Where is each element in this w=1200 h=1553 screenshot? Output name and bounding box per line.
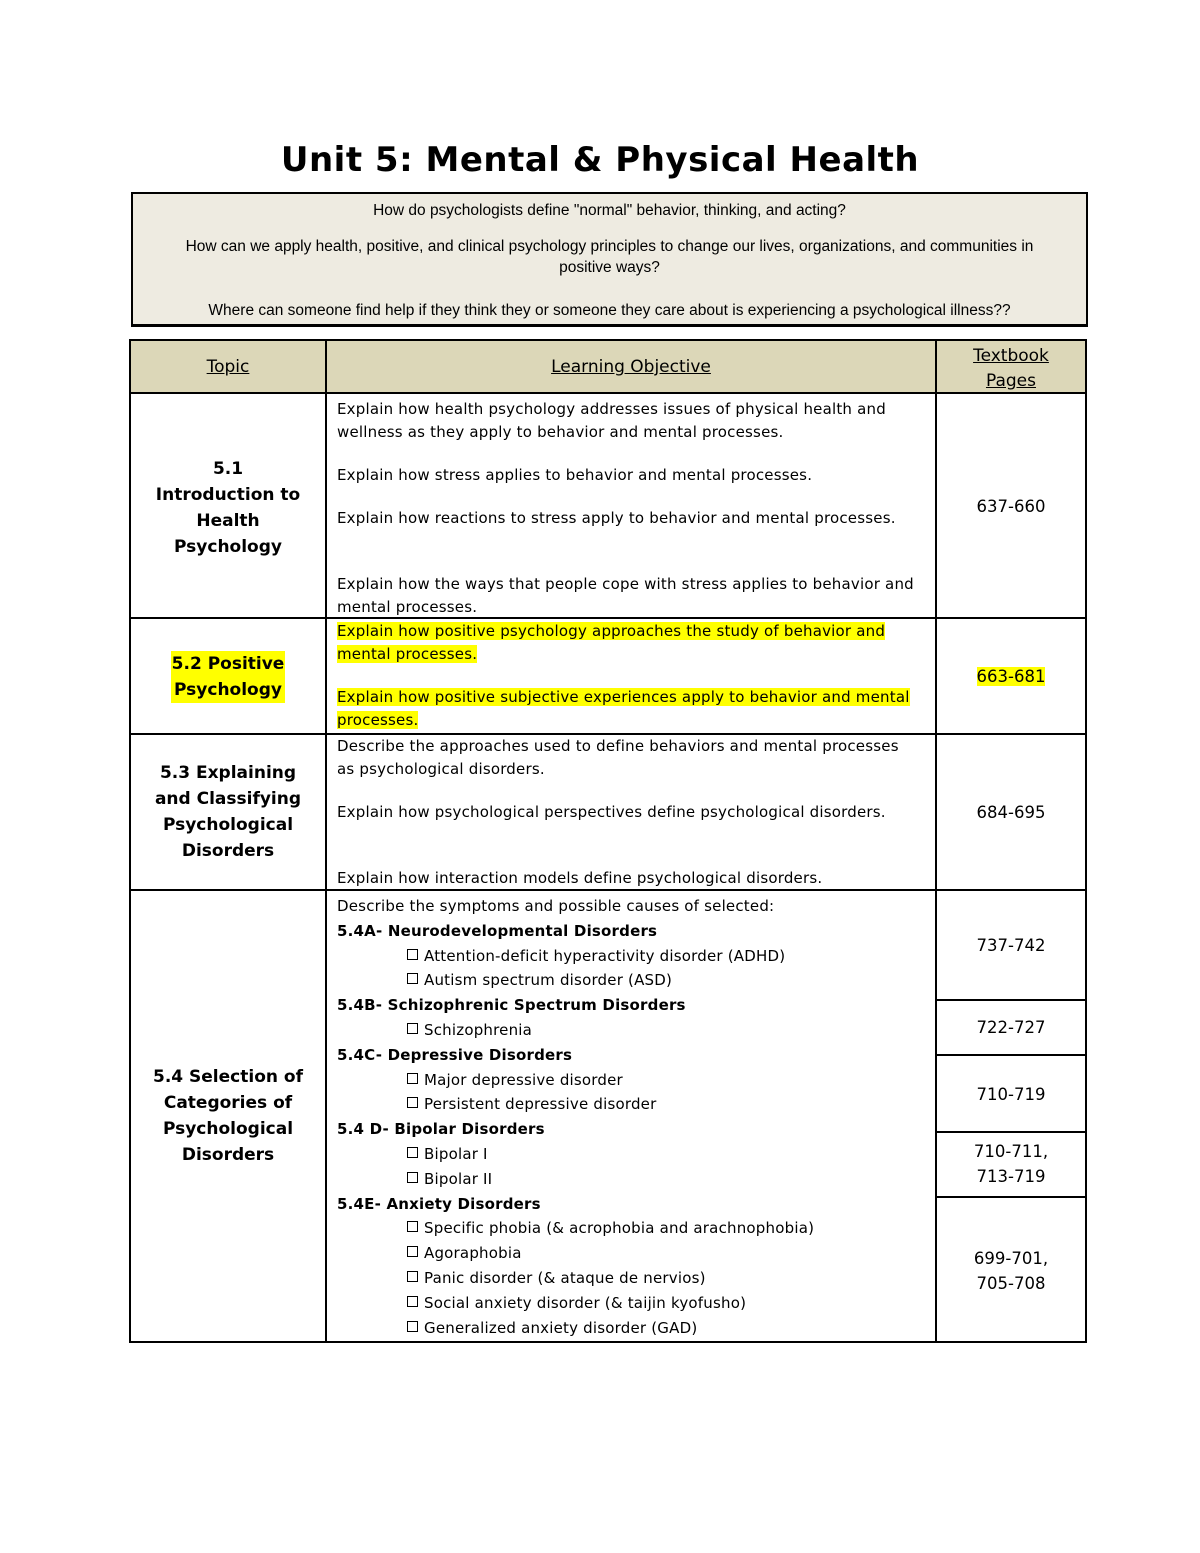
pages-text: 663-681 bbox=[976, 667, 1046, 686]
objective-text: Explain how the ways that people cope with stress applies to behavior and mental processes. bbox=[337, 575, 914, 616]
objective-text: Explain how positive subjective experiences apply to behavior and mental processes. bbox=[337, 688, 910, 729]
header-objective: Learning Objective bbox=[551, 357, 711, 377]
header-objective-cell bbox=[327, 341, 935, 393]
list-item: Schizophrenia bbox=[337, 1018, 917, 1043]
header-topic: Topic bbox=[206, 357, 250, 377]
objective-text: Explain how stress applies to behavior and mental processes. bbox=[337, 466, 813, 484]
pages-cell bbox=[937, 1133, 1085, 1196]
checkbox-icon bbox=[407, 1172, 418, 1183]
objective-list bbox=[337, 398, 917, 619]
topic-cell bbox=[131, 891, 325, 1343]
list-item: Autism spectrum disorder (ASD) bbox=[337, 968, 917, 993]
category-heading: 5.4E- Anxiety Disorders bbox=[337, 1194, 541, 1213]
objective-text: Explain how positive psychology approaches the study of behavior and mental processes. bbox=[337, 622, 886, 663]
checkbox-icon bbox=[407, 1246, 418, 1257]
list-item: Major depressive disorder bbox=[337, 1068, 917, 1093]
pages-text: 710-711, 713-719 bbox=[973, 1142, 1049, 1186]
checkbox-icon bbox=[407, 1296, 418, 1307]
topic-cell bbox=[131, 394, 325, 617]
checkbox-icon bbox=[407, 949, 418, 960]
header-pages: Textbook Pages bbox=[973, 346, 1049, 391]
objective-text: Explain how reactions to stress apply to behavior and mental processes. bbox=[337, 509, 896, 527]
objective-cell bbox=[327, 891, 935, 1343]
category-heading: 5.4 D- Bipolar Disorders bbox=[337, 1120, 545, 1139]
checkbox-icon bbox=[407, 1023, 418, 1034]
unit-table bbox=[129, 339, 1087, 1343]
pages-cell bbox=[937, 735, 1085, 889]
objective-text: Describe the approaches used to define behaviors and mental processes as psychological disorders. bbox=[337, 737, 899, 778]
list-item: Bipolar II bbox=[337, 1167, 917, 1192]
header-topic-cell bbox=[131, 341, 325, 393]
checkbox-icon bbox=[407, 1321, 418, 1332]
list-item: Social anxiety disorder (& taijin kyofusho) bbox=[337, 1291, 917, 1316]
essential-question: How do psychologists define "normal" behavior, thinking, and acting? bbox=[373, 202, 846, 219]
pages-text: 710-719 bbox=[976, 1085, 1046, 1104]
category-heading: 5.4B- Schizophrenic Spectrum Disorders bbox=[337, 996, 686, 1015]
topic-label: 5.4 Selection of Categories of Psychological Disorders bbox=[153, 1067, 303, 1165]
checkbox-icon bbox=[407, 1221, 418, 1232]
objective-text: Explain how interaction models define psychological disorders. bbox=[337, 869, 823, 887]
checkbox-icon bbox=[407, 1271, 418, 1282]
topic-label bbox=[131, 651, 325, 703]
essential-question: How can we apply health, positive, and clinical psychology principles to change our lives, organizations, and communities in positive ways? bbox=[185, 238, 1034, 276]
list-item: Generalized anxiety disorder (GAD) bbox=[337, 1316, 917, 1341]
objective-intro: Describe the symptoms and possible causes of selected: bbox=[337, 897, 775, 915]
topic-label-highlight: 5.2 Positive Psychology bbox=[171, 651, 285, 703]
pages-text: 684-695 bbox=[976, 803, 1046, 822]
list-item: Persistent depressive disorder bbox=[337, 1092, 917, 1117]
list-item: Specific phobia (& acrophobia and arachnophobia) bbox=[337, 1216, 917, 1241]
pages-cell bbox=[937, 891, 1085, 999]
objective-cell bbox=[327, 619, 935, 733]
header-pages-cell bbox=[937, 341, 1085, 393]
objective-cell bbox=[327, 735, 935, 889]
objective-text: Explain how psychological perspectives define psychological disorders. bbox=[337, 803, 886, 821]
essential-questions-box bbox=[131, 192, 1088, 327]
pages-text: 722-727 bbox=[976, 1018, 1046, 1037]
pages-cell bbox=[937, 394, 1085, 617]
essential-question: Where can someone find help if they think they or someone they care about is experiencing a psychological illness?? bbox=[208, 302, 1011, 319]
topic-label: 5.1 Introduction to Health Psychology bbox=[155, 459, 301, 557]
pages-cell bbox=[937, 619, 1085, 733]
pages-text: 737-742 bbox=[976, 936, 1046, 955]
list-item: Bipolar I bbox=[337, 1142, 917, 1167]
checkbox-icon bbox=[407, 1147, 418, 1158]
list-item: Attention-deficit hyperactivity disorder (ADHD) bbox=[337, 944, 917, 969]
topic-cell bbox=[131, 619, 325, 733]
page-title: Unit 5: Mental & Physical Health bbox=[280, 140, 920, 180]
pages-cell bbox=[937, 1056, 1085, 1131]
objective-list bbox=[337, 894, 917, 1340]
objective-text: Explain how health psychology addresses issues of physical health and wellness as they apply to behavior and mental processes. bbox=[337, 400, 886, 441]
topic-cell bbox=[131, 735, 325, 889]
pages-text: 699-701, 705-708 bbox=[973, 1249, 1049, 1293]
category-heading: 5.4C- Depressive Disorders bbox=[337, 1045, 573, 1064]
checkbox-icon bbox=[407, 973, 418, 984]
pages-cell bbox=[937, 1001, 1085, 1054]
objective-list bbox=[337, 735, 917, 890]
category-heading: 5.4A- Neurodevelopmental Disorders bbox=[337, 921, 658, 940]
objective-cell bbox=[327, 394, 935, 617]
pages-text: 637-660 bbox=[976, 497, 1046, 516]
list-item: Panic disorder (& ataque de nervios) bbox=[337, 1266, 917, 1291]
checkbox-icon bbox=[407, 1073, 418, 1084]
checkbox-icon bbox=[407, 1097, 418, 1108]
list-item: Agoraphobia bbox=[337, 1241, 917, 1266]
topic-label: 5.3 Explaining and Classifying Psychological Disorders bbox=[154, 763, 302, 861]
pages-cell bbox=[937, 1198, 1085, 1343]
objective-list bbox=[337, 620, 917, 732]
